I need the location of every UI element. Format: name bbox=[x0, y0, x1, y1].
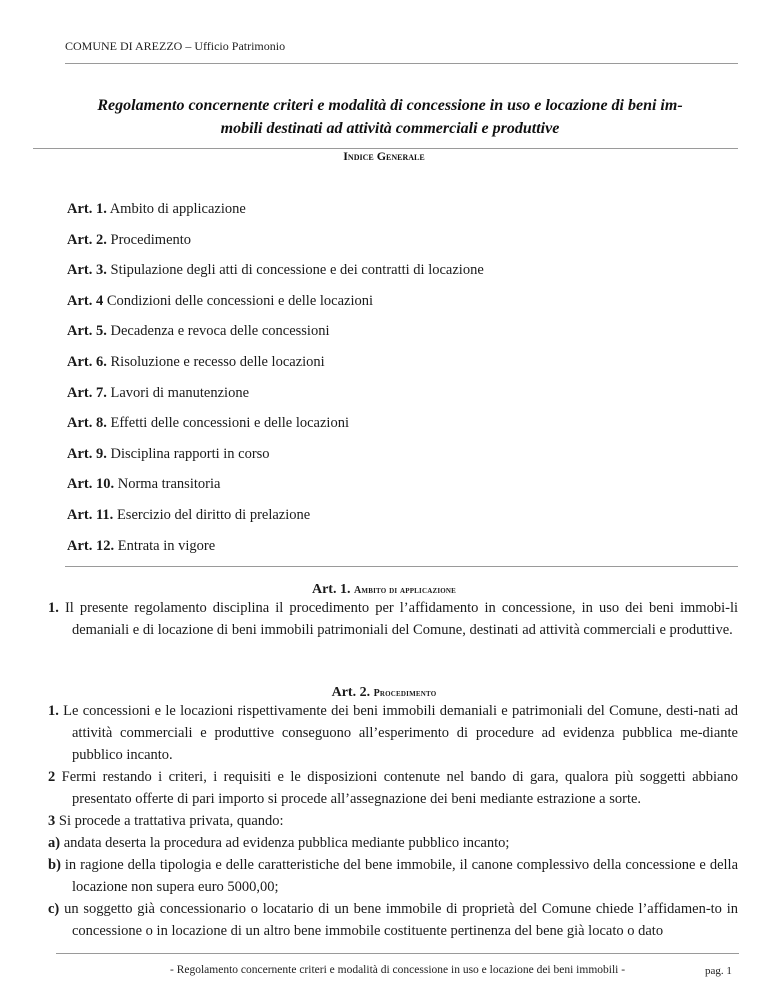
toc-item-label: Disciplina rapporti in corso bbox=[110, 445, 270, 462]
toc-item-number: Art. 3. bbox=[67, 262, 107, 279]
toc-item[interactable] bbox=[67, 505, 484, 536]
toc-item[interactable] bbox=[67, 383, 484, 414]
article-number: Art. 2. bbox=[331, 685, 371, 700]
title-line-1: Regolamento concernente criteri e modalità di concessione in uso e locazione di beni im- bbox=[97, 97, 683, 114]
paragraph-text: un soggetto già concessionario o locatario di un bene immobile di proprietà del Comune chiede l’affidamen-to in concessione o in locazione di un altro bene immobile costituente pertinenza del bene già locato o dato bbox=[64, 901, 738, 939]
article-1-paragraph-1 bbox=[48, 597, 738, 641]
toc-item[interactable] bbox=[67, 321, 484, 352]
title-line-2: mobili destinati ad attività commerciali e produttive bbox=[220, 120, 560, 137]
item-letter: b) bbox=[48, 857, 61, 873]
item-letter: a) bbox=[48, 835, 61, 851]
toc-item[interactable] bbox=[67, 230, 484, 261]
toc-item[interactable] bbox=[67, 474, 484, 505]
toc-item-number: Art. 1. bbox=[67, 201, 107, 217]
article-2-paragraph-3 bbox=[48, 810, 738, 832]
article-2-paragraph-1 bbox=[48, 700, 738, 766]
toc-item-number: Art. 12. bbox=[67, 537, 115, 554]
toc-item-number: Art. 8. bbox=[67, 415, 107, 432]
toc-item-number: Art. 2. bbox=[67, 231, 107, 248]
toc-item[interactable] bbox=[67, 413, 484, 444]
paragraph-text: Fermi restando i criteri, i requisiti e le disposizioni contenute nel bando di gara, qualora più soggetti abbiano presentato offerte di pari importo si procede all’assegnazione dei beni mediante estrazione a sorte. bbox=[61, 769, 738, 807]
article-2-paragraph-2 bbox=[48, 766, 738, 810]
toc-item-label: Esercizio del diritto di prelazione bbox=[116, 506, 311, 523]
item-letter: c) bbox=[48, 901, 60, 917]
toc-item-label: Lavori di manutenzione bbox=[110, 384, 250, 401]
article-2-heading bbox=[0, 685, 768, 701]
article-1-heading bbox=[0, 582, 768, 598]
toc-item-label: Ambito di applicazione bbox=[109, 201, 246, 217]
toc-item[interactable] bbox=[67, 199, 484, 230]
toc-item-label: Norma transitoria bbox=[117, 476, 221, 493]
toc-item-label: Condizioni delle concessioni e delle locazioni bbox=[106, 292, 374, 309]
toc-item-label: Entrata in vigore bbox=[117, 537, 216, 554]
toc-item[interactable] bbox=[67, 352, 484, 383]
document-title bbox=[90, 94, 690, 140]
article-2-item-c bbox=[48, 898, 738, 942]
toc-item-label: Risoluzione e recesso delle locazioni bbox=[110, 353, 325, 370]
paragraph-number: 1. bbox=[48, 600, 59, 616]
index-divider bbox=[65, 566, 738, 567]
toc-item-number: Art. 11. bbox=[67, 506, 114, 523]
page-number: pag. 1 bbox=[705, 965, 732, 977]
paragraph-number: 2 bbox=[48, 769, 56, 785]
page-header: COMUNE DI AREZZO – Ufficio Patrimonio bbox=[65, 39, 286, 53]
toc-item[interactable] bbox=[67, 536, 484, 567]
index-heading: Indice Generale bbox=[343, 149, 425, 163]
toc-item-label: Decadenza e revoca delle concessioni bbox=[110, 323, 330, 340]
table-of-contents bbox=[67, 199, 484, 566]
toc-item-label: Procedimento bbox=[110, 231, 192, 248]
toc-item-number: Art. 4 bbox=[67, 292, 104, 309]
toc-item-label: Stipulazione degli atti di concessione e dei contratti di locazione bbox=[110, 262, 484, 279]
article-title: Procedimento bbox=[373, 688, 437, 699]
toc-item-number: Art. 6. bbox=[67, 353, 107, 370]
article-2-item-b bbox=[48, 854, 738, 898]
paragraph-text: in ragione della tipologia e delle caratteristiche del bene immobile, il canone complessivo della concessione e della locazione non supera euro 5000,00; bbox=[64, 857, 739, 895]
footer-text: - Regolamento concernente criteri e modalità di concessione in uso e locazione dei beni immobili - bbox=[170, 964, 626, 976]
article-title: Ambito di applicazione bbox=[353, 585, 457, 596]
toc-item-number: Art. 10. bbox=[67, 476, 115, 493]
paragraph-number: 1. bbox=[48, 703, 59, 719]
toc-item-label: Effetti delle concessioni e delle locazioni bbox=[110, 415, 349, 432]
toc-item[interactable] bbox=[67, 444, 484, 475]
toc-item[interactable] bbox=[67, 260, 484, 291]
paragraph-text: Le concessioni e le locazioni rispettivamente dei beni immobili demaniali e patrimoniali del Comune, desti-nati ad attività commerciali e produttive conseguono all’esperimento di procedure ad evidenza pubblica me-diante pubblico incanto. bbox=[63, 703, 739, 763]
header-divider bbox=[65, 63, 738, 64]
paragraph-text: andata deserta la procedura ad evidenza pubblica mediante pubblico incanto; bbox=[63, 835, 510, 851]
article-2-item-a bbox=[48, 832, 738, 854]
article-number: Art. 1. bbox=[311, 582, 351, 597]
toc-item[interactable] bbox=[67, 291, 484, 322]
toc-item-number: Art. 5. bbox=[67, 323, 107, 340]
paragraph-text: Si procede a trattativa privata, quando: bbox=[58, 813, 284, 829]
paragraph-number: 3 bbox=[48, 813, 56, 829]
toc-item-number: Art. 9. bbox=[67, 445, 107, 462]
toc-item-number: Art. 7. bbox=[67, 384, 107, 401]
footer-divider bbox=[56, 953, 739, 954]
paragraph-text: Il presente regolamento disciplina il procedimento per l’affidamento in concessione, in uso dei beni immobi-li demaniali e di locazione di beni immobili patrimoniali del Comune, destinati ad attività commerciali e produttive. bbox=[64, 600, 739, 638]
